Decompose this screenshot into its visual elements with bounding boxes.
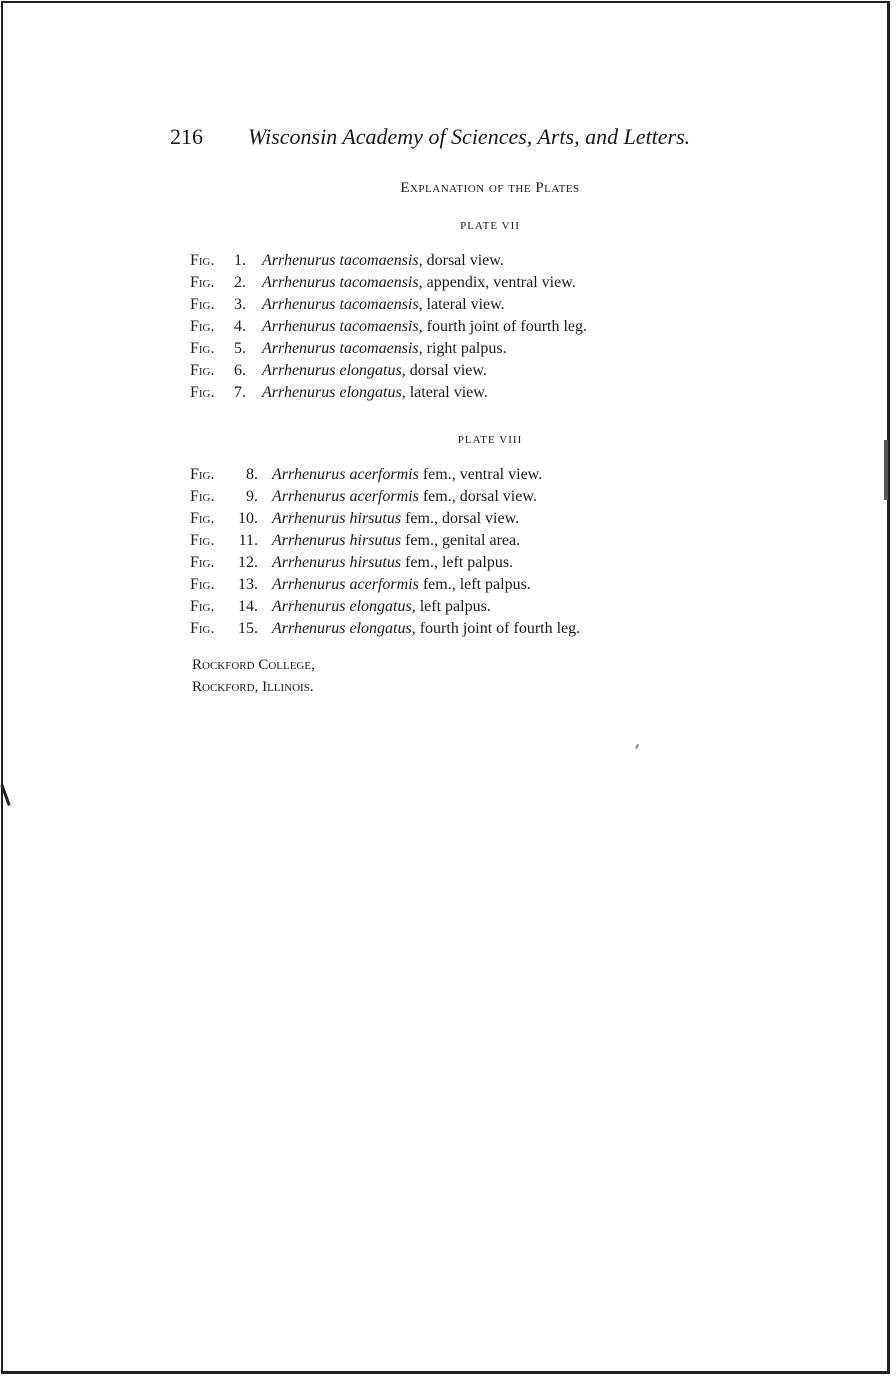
figure-number: 13.	[238, 576, 258, 593]
figure-entry	[190, 272, 587, 294]
plate-viii-heading: PLATE VIII	[457, 434, 523, 446]
figure-entry	[190, 250, 587, 272]
genus-name: Arrhenurus	[262, 274, 336, 291]
figure-description: fem., dorsal view.	[422, 488, 537, 505]
figure-description: fem., left palpus.	[422, 576, 531, 593]
genus-name: Arrhenurus	[272, 466, 346, 483]
figure-label: Fig.	[190, 598, 215, 615]
figure-number: 14.	[238, 598, 258, 615]
figure-description: appendix, ventral view.	[426, 274, 576, 291]
figure-entry	[190, 618, 580, 640]
species-name: elongatus,	[339, 384, 406, 401]
species-name: acerformis	[349, 576, 419, 593]
figure-description: fem., ventral view.	[422, 466, 543, 483]
species-name: hirsutus	[349, 510, 402, 527]
species-name: acerformis	[349, 488, 419, 505]
species-name: tacomaensis,	[339, 296, 423, 313]
figure-label: Fig.	[190, 576, 215, 593]
figure-entry	[190, 530, 580, 552]
page-header	[170, 124, 750, 154]
figure-description: fourth joint of fourth leg.	[426, 318, 588, 335]
figure-entry	[190, 596, 580, 618]
figure-description: fem., left palpus.	[405, 554, 514, 571]
figure-number: 6.	[234, 362, 246, 379]
address-line-1: Rockford College,	[192, 657, 315, 673]
figure-entry	[190, 552, 580, 574]
figure-number: 11.	[238, 532, 258, 549]
plate-vii-figure-list	[190, 250, 587, 404]
figure-description: lateral view.	[409, 384, 488, 401]
genus-name: Arrhenurus	[272, 576, 346, 593]
figure-label: Fig.	[190, 510, 215, 527]
figure-number: 12.	[238, 554, 258, 571]
figure-number: 5.	[234, 340, 246, 357]
figure-entry	[190, 574, 580, 596]
genus-name: Arrhenurus	[272, 532, 346, 549]
genus-name: Arrhenurus	[262, 318, 336, 335]
genus-name: Arrhenurus	[272, 510, 346, 527]
plate-viii-figure-list	[190, 464, 580, 640]
genus-name: Arrhenurus	[262, 340, 336, 357]
figure-number: 4.	[234, 318, 246, 335]
figure-entry	[190, 382, 587, 404]
running-title: Wisconsin Academy of Sciences, Arts, and Letters.	[248, 124, 691, 149]
species-name: tacomaensis,	[339, 340, 423, 357]
genus-name: Arrhenurus	[262, 252, 336, 269]
figure-entry	[190, 464, 580, 486]
genus-name: Arrhenurus	[262, 296, 336, 313]
figure-number: 15.	[238, 620, 258, 637]
figure-description: left palpus.	[419, 598, 491, 615]
species-name: hirsutus	[349, 554, 402, 571]
genus-name: Arrhenurus	[272, 488, 346, 505]
figure-entry	[190, 508, 580, 530]
figure-entry	[190, 316, 587, 338]
figure-label: Fig.	[190, 318, 215, 335]
figure-label: Fig.	[190, 296, 215, 313]
genus-name: Arrhenurus	[272, 554, 346, 571]
scan-edge-shadow	[884, 440, 888, 500]
page-number: 216	[170, 124, 203, 149]
page-border	[1, 1, 890, 1374]
species-name: elongatus,	[339, 362, 406, 379]
species-name: hirsutus	[349, 532, 402, 549]
address-line-2: Rockford, Illinois.	[192, 679, 314, 695]
figure-entry	[190, 294, 587, 316]
genus-name: Arrhenurus	[272, 598, 346, 615]
figure-entry	[190, 338, 587, 360]
figure-label: Fig.	[190, 532, 215, 549]
genus-name: Arrhenurus	[262, 384, 336, 401]
figure-label: Fig.	[190, 488, 215, 505]
figure-description: dorsal view.	[426, 252, 504, 269]
figure-number: 7.	[234, 384, 246, 401]
species-name: tacomaensis,	[339, 274, 423, 291]
section-title: Explanation of the Plates	[400, 180, 580, 196]
figure-label: Fig.	[190, 620, 215, 637]
species-name: elongatus,	[349, 620, 416, 637]
figure-entry	[190, 360, 587, 382]
species-name: tacomaensis,	[339, 252, 423, 269]
author-address	[192, 654, 315, 698]
figure-number: 9.	[246, 488, 258, 505]
figure-description: fem., dorsal view.	[405, 510, 520, 527]
figure-label: Fig.	[190, 252, 215, 269]
figure-description: dorsal view.	[409, 362, 487, 379]
genus-name: Arrhenurus	[262, 362, 336, 379]
figure-description: fourth joint of fourth leg.	[419, 620, 581, 637]
species-name: tacomaensis,	[339, 318, 423, 335]
figure-label: Fig.	[190, 384, 215, 401]
figure-entry	[190, 486, 580, 508]
figure-label: Fig.	[190, 274, 215, 291]
figure-description: right palpus.	[426, 340, 507, 357]
figure-number: 8.	[246, 466, 258, 483]
figure-number: 3.	[234, 296, 246, 313]
figure-label: Fig.	[190, 362, 215, 379]
species-name: elongatus,	[349, 598, 416, 615]
figure-label: Fig.	[190, 466, 215, 483]
plate-vii-heading: PLATE VII	[460, 220, 520, 232]
figure-description: fem., genital area.	[405, 532, 521, 549]
figure-label: Fig.	[190, 340, 215, 357]
genus-name: Arrhenurus	[272, 620, 346, 637]
figure-number: 1.	[234, 252, 246, 269]
figure-label: Fig.	[190, 554, 215, 571]
figure-number: 10.	[238, 510, 258, 527]
figure-description: lateral view.	[426, 296, 505, 313]
figure-number: 2.	[234, 274, 246, 291]
species-name: acerformis	[349, 466, 419, 483]
